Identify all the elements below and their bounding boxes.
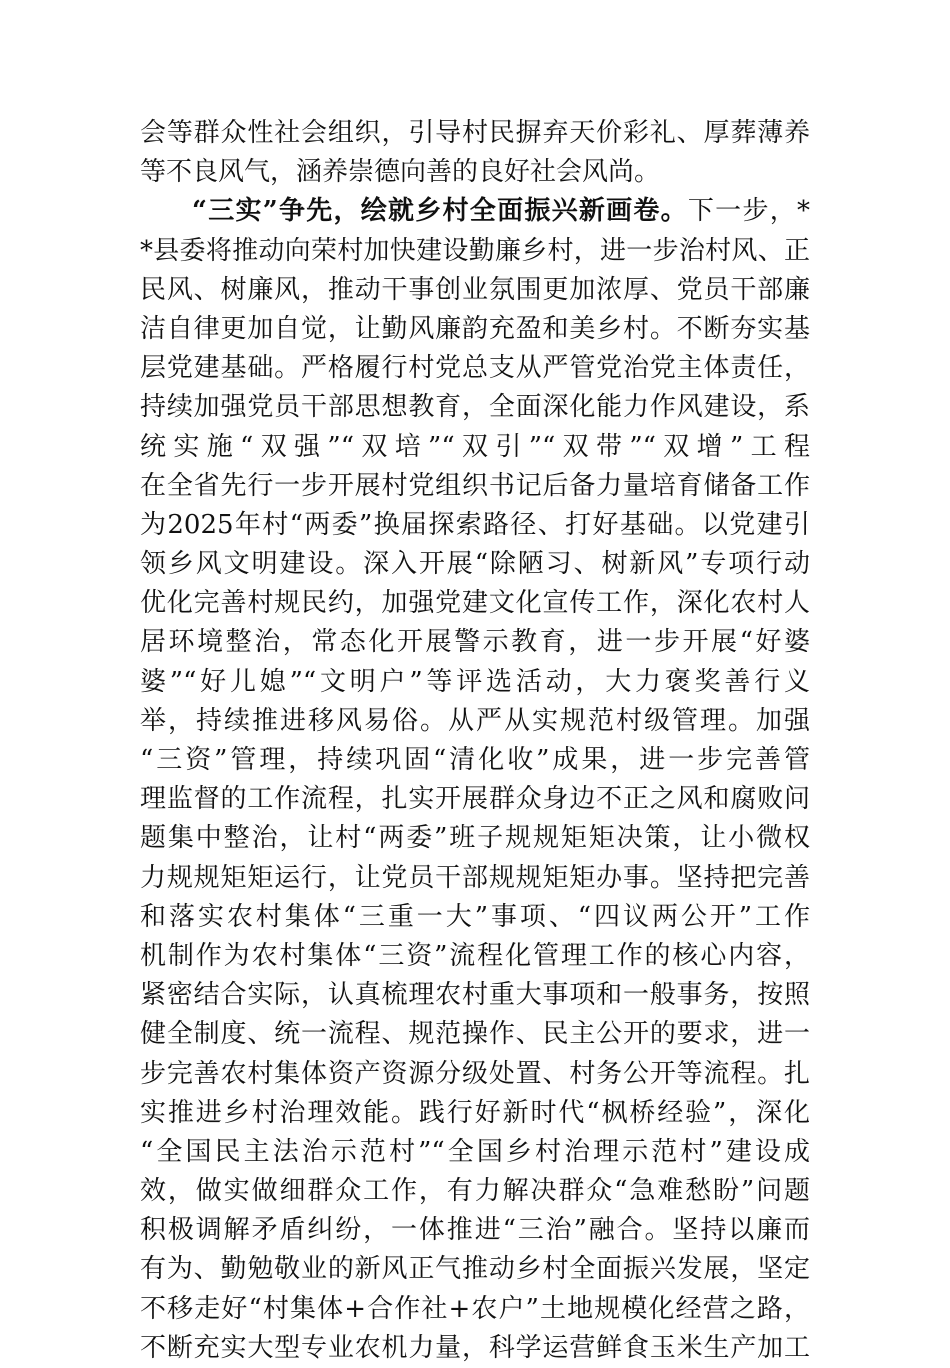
paragraph-line: “全国民主法治示范村”“全国乡村治理示范村”建设成 [140, 1136, 810, 1167]
paragraph-line: 层党建基础。严格履行村党总支从严管党治党主体责任， [140, 353, 810, 384]
paragraph-line: 领乡风文明建设。深入开展“除陋习、树新风”专项行动 [140, 549, 810, 580]
paragraph-line: 力规规矩矩运行，让党员干部规规矩矩办事。坚持把完善 [140, 862, 810, 893]
paragraph-line: 不移走好“村集体+合作社+农户”土地规模化经营之路， [140, 1293, 810, 1324]
paragraph-line: “三资”管理，持续巩固“清化收”成果，进一步完善管 [140, 745, 810, 775]
paragraph-line: 步完善农村集体资产资源分级处置、村务公开等流程。扎 [140, 1058, 810, 1089]
paragraph-line: 居环境整治，常态化开展警示教育，进一步开展“好婆 [140, 627, 810, 658]
paragraph-line: 洁自律更加自觉，让勤风廉韵充盈和美乡村。不断夯实基 [140, 313, 810, 344]
paragraph-line: 优化完善村规民约，加强党建文化宣传工作，深化农村人 [140, 588, 810, 619]
paragraph-line: 婆”“好儿媳”“文明户”等评选活动，大力褒奖善行义 [140, 666, 810, 697]
paragraph-line: 题集中整治，让村“两委”班子规规矩矩决策，让小微权 [140, 823, 810, 854]
paragraph-line: 机制作为农村集体“三资”流程化管理工作的核心内容， [140, 940, 810, 971]
paragraph-line: 紧密结合实际，认真梳理农村重大事项和一般事务，按照 [140, 980, 810, 1011]
paragraph-line: 效，做实做细群众工作，有力解决群众“急难愁盼”问题 [140, 1176, 810, 1207]
paragraph-heading: “三实”争先，绘就乡村全面振兴新画卷。 [192, 196, 688, 227]
paragraph-line: 民风、树廉风，推动干事创业氛围更加浓厚、党员干部廉 [140, 274, 810, 305]
paragraph-line: 持续加强党员干部思想教育，全面深化能力作风建设，系 [140, 392, 810, 423]
paragraph-first-line [140, 192, 810, 231]
paragraph-line: 统实施“双强”“双培”“双引”“双带”“双增”工程 [140, 431, 810, 462]
paragraph-line: 实推进乡村治理效能。践行好新时代“枫桥经验”，深化 [140, 1097, 810, 1128]
paragraph-line: 为2025年村“两委”换届探索路径、打好基础。以党建引 [140, 509, 810, 540]
paragraph-line: 理监督的工作流程，扎实开展群众身边不正之风和腐败问 [140, 784, 810, 815]
paragraph-line: 和落实农村集体“三重一大”事项、“四议两公开”工作 [140, 901, 810, 932]
paragraph-line: 健全制度、统一流程、规范操作、民主公开的要求，进一 [140, 1019, 810, 1050]
paragraph-line: *县委将推动向荣村加快建设勤廉乡村，进一步治村风、正 [140, 235, 810, 266]
paragraph-line: 等不良风气，涵养崇德向善的良好社会风尚。 [140, 157, 661, 188]
paragraph-first-line-rest: 下一步，* [687, 196, 810, 227]
paragraph-line: 会等群众性社会组织，引导村民摒弃天价彩礼、厚葬薄养 [140, 118, 810, 148]
paragraph-line: 举，持续推进移风易俗。从严从实规范村级管理。加强 [140, 705, 810, 736]
paragraph-line: 在全省先行一步开展村党组织书记后备力量培育储备工作 [140, 470, 810, 501]
paragraph-line: 有为、勤勉敬业的新风正气推动乡村全面振兴发展，坚定 [140, 1254, 810, 1285]
paragraph-line: 不断充实大型专业农机力量，科学运营鲜食玉米生产加工 [140, 1332, 810, 1363]
body-text [140, 114, 810, 1368]
paragraph-line: 积极调解矛盾纠纷，一体推进“三治”融合。坚持以廉而 [140, 1215, 810, 1246]
